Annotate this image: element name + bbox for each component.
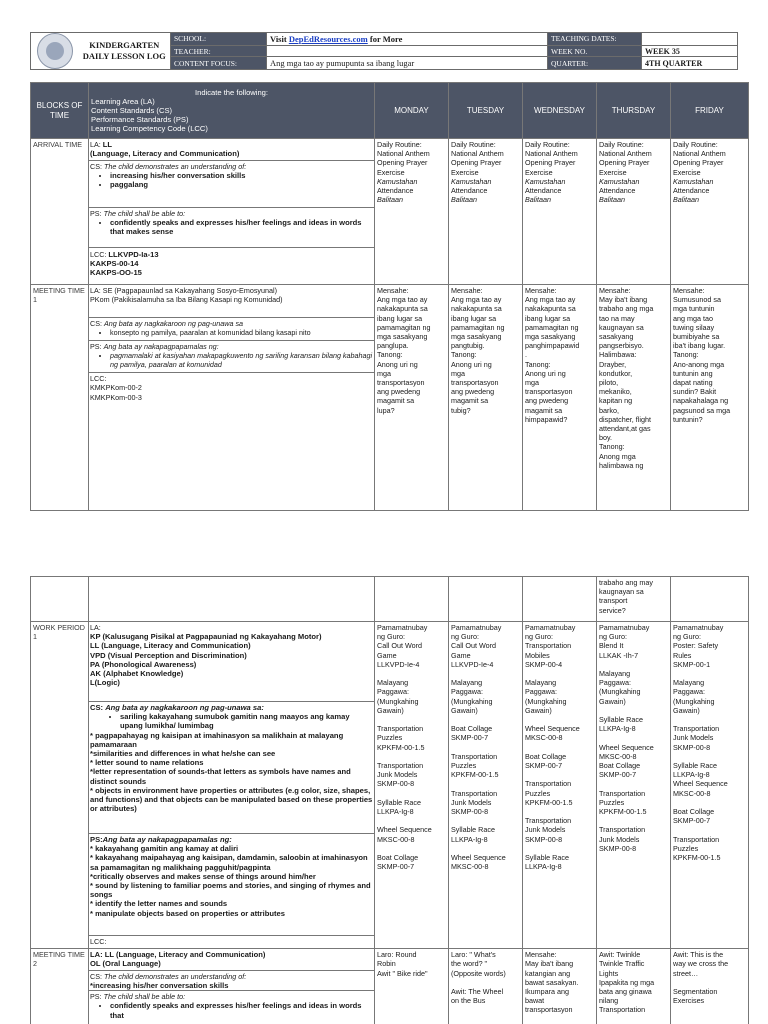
meeting1-wednesday: Mensahe: Ang mga tao ay nakakapunta sa ibang lugar sa pamamagitan ng mga sasakyang panghimpapawid . Tanong: Anong uri ng mga transportasyon ang pwedeng magamit sa himpapawid? [523,285,597,511]
lcc-code: KAKPS-00-14 [90,259,139,269]
cs-lead: CS: [90,319,104,328]
la-line: VPD (Visual Perception and Discrimination) [90,650,247,660]
lcc-code: LLKVPD-Ia-13 [108,250,159,259]
ps-lead: PS: [90,209,104,218]
cs-lead: CS: [90,162,104,171]
ps-line: * manipulate objects based on properties or attributes [90,908,285,918]
work1-cs [89,702,374,834]
week-label: WEEK NO. [548,45,642,57]
routine-line: Opening Prayer [599,158,650,168]
school-value [267,33,548,46]
title-line-1: KINDERGARTEN [89,40,160,50]
arrival-la [89,139,374,161]
routine-line: Kamustahan [673,176,714,186]
cs-item: • paggalang [110,180,373,189]
continuation-blank [449,577,523,622]
continuation-blank [31,577,89,622]
ps-item: • confidently speaks and expresses his/her feelings and ideas in words that makes sense [110,218,373,236]
routine-line: Balitaan [599,195,625,205]
cs-line: * objects in environment have properties or attributes (e.g color, size, shapes, and functions) and that objects can be manipulated based on these properties or attributes) [90,785,373,814]
routine-line: Kamustahan [451,176,492,186]
la-description: (Language, Literacy and Communication) [90,149,240,159]
routine-line: Exercise [525,167,553,177]
la-code: LL [102,140,113,149]
meeting2-cs [89,971,374,991]
teacher-label: TEACHER: [171,45,267,57]
cs-text: The child demonstrates an understanding of: [103,972,247,982]
routine-line: National Anthem [599,149,652,159]
arrival-cs [89,161,374,208]
routine-line: National Anthem [377,149,430,159]
routine-line: Daily Routine: [451,140,496,149]
work1-ps [89,834,374,936]
routine-line: Exercise [673,167,701,177]
continuation-thursday: trabaho ang may kaugnayan sa transport service? [597,577,671,622]
arrival-ps [89,208,374,248]
la-line: LA: SE (Pagpapaunlad sa Kakayahang Sosyo-Emosyunal) [90,286,277,295]
lcc-code: KMKPKom-00-3 [90,393,142,403]
routine-line: Opening Prayer [377,158,428,168]
cs-lead: CS: [90,972,104,982]
ps-line: * sound by listening to familiar poems and stories, and singing of rhymes and songs [90,881,371,900]
meeting-time-2-block: MEETING TIME 2 [31,949,89,1024]
day-header-tuesday: TUESDAY [449,83,523,139]
work1-tuesday: Pamamatnubay ng Guro: Call Out Word Game LLKVPD-Ie-4 Malayang Paggawa: (Mungkahing Gawain) Boat Collage SKMP-00-7 Transportation Puzzles KPKFM-00-1.5 Transportation Junk Models SKMP-00-8 Syllable Race LLKPA-Ig-8 Wheel Sequence MKSC-00-8 [449,622,523,949]
ps-text: The child shall be able to: [103,992,186,1002]
routine-line: Daily Routine: [525,140,570,149]
meeting1-cs [89,318,374,341]
school-visit-suffix: for More [367,33,403,44]
ps-line: * identify the letter names and sounds [90,899,228,909]
title-line-2: DAILY LESSON LOG [82,51,166,61]
cs-item: • sariling kakayahang sumubok gamitin nang maayos ang kamay upang lumikha/ lumimbag [120,712,373,730]
lcc-code: KAKPS-OO-15 [90,268,142,278]
la-line: KP (Kalusugang Pisikal at Pagpapauniad ng Kakayahang Motor) [90,632,322,642]
meeting2-friday: Awit: This is the way we cross the street… Segmentation Exercises [671,949,749,1024]
la-head: LA: [90,623,101,632]
meeting1-indicators [89,285,375,511]
routine-line: Kamustahan [525,176,566,186]
depedresources-link[interactable]: DepEdResources.com [288,33,368,44]
ps-line: *critically observes and makes sense of things around him/her [90,871,316,881]
routine-line: Balitaan [377,195,403,205]
la-line: LA: LL (Language, Literacy and Communication) [90,950,266,960]
routine-line: National Anthem [673,149,726,159]
lcc-lead: LCC: [90,374,107,383]
school-visit-prefix: Visit [270,33,289,44]
routine-line: Exercise [599,167,627,177]
quarter-label: QUARTER: [548,57,642,70]
routine-line: Daily Routine: [599,140,644,149]
content-focus-label: CONTENT FOCUS: [171,57,267,70]
indicate-line: Learning Competency Code (LCC) [91,124,208,133]
arrival-monday [375,139,449,285]
work1-lcc [89,936,374,948]
cs-line: *letter representation of sounds-that letters as symbols have names and distinct sounds [90,767,351,786]
school-label: SCHOOL: [171,33,267,46]
teacher-value [267,45,548,57]
arrival-friday [671,139,749,285]
routine-line: National Anthem [525,149,578,159]
arrival-indicators [89,139,375,285]
ps-text: The child shall be able to: [103,209,186,218]
arrival-time-block: ARRIVAL TIME [31,139,89,285]
document-title [79,33,171,70]
routine-line: Attendance [525,186,562,196]
cs-text: Ang bata ay nagkakaroon ng pag-unawa sa [103,319,244,328]
meeting1-la [89,285,374,318]
lcc-lead: LCC: [90,250,109,259]
cs-lead: CS: [90,703,106,712]
meeting2-la [89,949,374,971]
la-line: L(Logic) [90,678,120,688]
ps-line: * kakayahang gamitin ang kamay at daliri [90,844,239,854]
meeting-time-1-block: MEETING TIME 1 [31,285,89,511]
cs-text: Ang bata ay nagkakaroon ng pag-unawa sa: [105,703,264,712]
day-header-wednesday: WEDNESDAY [523,83,597,139]
routine-line: Balitaan [673,195,699,205]
cs-line: * pagpapahayag ng kaisipan at imahinasyon sa malikhain at malayang pamamaraan [90,730,344,749]
ps-text: Ang bata ay nakapagpapamalas ng: [103,342,219,351]
meeting1-monday: Mensahe: Ang mga tao ay nakakapunta sa ibang lugar sa pamamagitan ng mga sasakyang panglupa. Tanong: Anong uri ng mga transportasyon ang pwedeng magamit sa lupa? [375,285,449,511]
quarter-value: 4TH QUARTER [642,57,738,70]
teaching-dates-label: TEACHING DATES: [548,33,642,46]
cs-item: • increasing his/her conversation skills [110,171,373,180]
ps-lead: PS: [90,992,104,1002]
day-header-thursday: THURSDAY [597,83,671,139]
day-header-friday: FRIDAY [671,83,749,139]
meeting2-indicators [89,949,375,1024]
arrival-lcc [89,248,374,280]
work1-indicators [89,622,375,949]
la-line: PA (Phonological Awareness) [90,659,197,669]
lesson-log-table-page-2 [30,576,749,1024]
arrival-wednesday [523,139,597,285]
blocks-of-time-header: BLOCKS OF TIME [31,83,89,139]
continuation-blank [523,577,597,622]
meeting1-ps [89,341,374,373]
meeting1-tuesday: Mensahe: Ang mga tao ay nakakapunta sa ibang lugar sa pamamagitan ng mga sasakyang pangtubig. Tanong: Anong uri ng mga transportasyon ang pwedeng magamit sa tubig? [449,285,523,511]
day-header-monday: MONDAY [375,83,449,139]
work1-thursday: Pamamatnubay ng Guro: Blend It LLKAK -Ih-7 Malayang Paggawa: (Mungkahing Gawain) Syllable Race LLKPA-Ig-8 Wheel Sequence MKSC-00-8 Boat Collage SKMP-00-7 Transportation Puzzles KPKFM-00-1.5 Transportation Junk Models SKMP-00-8 [597,622,671,949]
routine-line: Attendance [377,186,414,196]
indicate-title: Indicate the following: [194,88,269,97]
indicate-header [89,83,375,139]
deped-seal-logo [31,33,79,70]
routine-line: Attendance [451,186,488,196]
cs-text: The child demonstrates an understanding of: [103,162,247,171]
cs-line: *increasing his/her conversation skills [90,981,229,991]
content-focus-value: Ang mga tao ay pumupunta sa ibang lugar [267,57,548,70]
indicate-line: Content Standards (CS) [91,106,173,115]
cs-line: *similarities and differences in what he/she can see [90,749,276,759]
week-value: WEEK 35 [642,45,738,57]
meeting2-thursday: Awit: Twinkle Twinkle Traffic Lights Ipapakita ng mga bata ang ginawa nilang Transportation [597,949,671,1024]
la-line: PKom (Pakikisalamuha sa Iba Bilang Kasapi ng Komunidad) [90,295,283,305]
la-line: OL (Oral Language) [90,959,161,969]
lcc-lead: LCC: [90,937,107,946]
ps-item: • pagmamalaki at kasiyahan makapagkuwento ng sariling karansan bilang kabahagi ng pamilya, paaralan at komunidad [110,351,373,369]
continuation-blank [671,577,749,622]
ps-text: Ang bata ay nakapagpapamalas ng: [102,835,232,844]
routine-line: Exercise [451,167,479,177]
ps-item: • confidently speaks and expresses his/her feelings and ideas in words that [110,1001,373,1019]
indicate-line: Learning Area (LA) [91,97,155,106]
routine-line: Opening Prayer [451,158,502,168]
teaching-dates-value [642,33,738,46]
routine-line: Attendance [673,186,710,196]
continuation-blank [89,577,375,622]
work1-wednesday: Pamamatnubay ng Guro: Transportation Mobiles SKMP-00-4 Malayang Paggawa: (Mungkahing Gawain) Wheel Sequence MKSC-00-8 Boat Collage SKMP-00-7 Transportation Puzzles KPKFM-00-1.5 Transportation Junk Models SKMP-00-8 Syllable Race LLKPA-Ig-8 [523,622,597,949]
meeting2-wednesday: Mensahe: May iba't ibang katangian ang bawat sasakyan. Ikumpara ang bawat transportasyon [523,949,597,1024]
work1-monday: Pamamatnubay ng Guro: Call Out Word Game LLKVPD-Ie-4 Malayang Paggawa: (Mungkahing Gawain) Transportation Puzzles KPKFM-00-1.5 Transportation Junk Models SKMP-00-8 Syllable Race LLKPA-Ig-8 Wheel Sequence MKSC-00-8 Boat Collage SKMP-00-7 [375,622,449,949]
routine-line: Opening Prayer [525,158,576,168]
meeting2-monday: Laro: Round Robin Awit " Bike ride" [375,949,449,1024]
routine-line: National Anthem [451,149,504,159]
ps-line: * kakayahang maipahayag ang kaisipan, damdamin, saloobin at imahinasyon sa pamamagitan ng malikhaing pagguhit/pagpinta [90,853,368,872]
lesson-log-table-page-1 [30,82,749,511]
routine-line: Exercise [377,167,405,177]
meeting2-tuesday: Laro: " What's the word? " (Opposite words) Awit: The Wheel on the Bus [449,949,523,1024]
routine-line: Daily Routine: [673,140,718,149]
routine-line: Kamustahan [599,176,640,186]
meeting1-friday: Mensahe: Sumusunod sa mga tuntunin ang mga tao tuwing silaay bumibiyahe sa iba't ibang lugar. Tanong: Ano-anong mga tuntunin ang dapat nating sundin? Bakit napakahalaga ng pagsunod sa mga tuntunin? [671,285,749,511]
header-table [30,32,738,70]
arrival-thursday [597,139,671,285]
routine-line: Balitaan [525,195,551,205]
arrival-tuesday [449,139,523,285]
indicate-line: Performance Standards (PS) [91,115,189,124]
lcc-code: KMKPKom-00-2 [90,383,142,393]
routine-line: Opening Prayer [673,158,724,168]
cs-item: • konsepto ng pamilya, paaralan at komunidad bilang kasapi nito [110,328,373,337]
continuation-blank [375,577,449,622]
cs-line: * letter sound to name relations [90,758,204,768]
ps-lead: PS: [90,342,104,351]
work1-friday: Pamamatnubay ng Guro: Poster: Safety Rules SKMP-00-1 Malayang Paggawa: (Mungkahing Gawain) Transportation Junk Models SKMP-00-8 Syllable Race LLKPA-Ig-8 Wheel Sequence MKSC-00-8 Boat Collage SKMP-00-7 Transportation Puzzles KPKFM-00-1.5 [671,622,749,949]
meeting1-lcc [89,373,374,405]
la-line: LL (Language, Literacy and Communication) [90,641,251,651]
work-period-1-block: WORK PERIOD 1 [31,622,89,949]
meeting2-ps [89,991,374,1022]
work1-la [89,622,374,702]
la-prefix: LA: [90,140,103,149]
routine-line: Kamustahan [377,176,418,186]
meeting1-thursday: Mensahe: May iba't ibang trabaho ang mga tao na may kaugnayan sa sasakyang pangserbisyo. Halimbawa: Drayber, kondutkor, piloto, mekaniko, kapitan ng barko, dispatcher, flight attendant,at gas boy. Tanong: Anong mga halimbawa ng [597,285,671,511]
routine-line: Balitaan [451,195,477,205]
ps-lead: PS: [90,835,103,844]
routine-line: Attendance [599,186,636,196]
routine-line: Daily Routine: [377,140,422,149]
la-line: AK (Alphabet Knowledge) [90,669,184,679]
